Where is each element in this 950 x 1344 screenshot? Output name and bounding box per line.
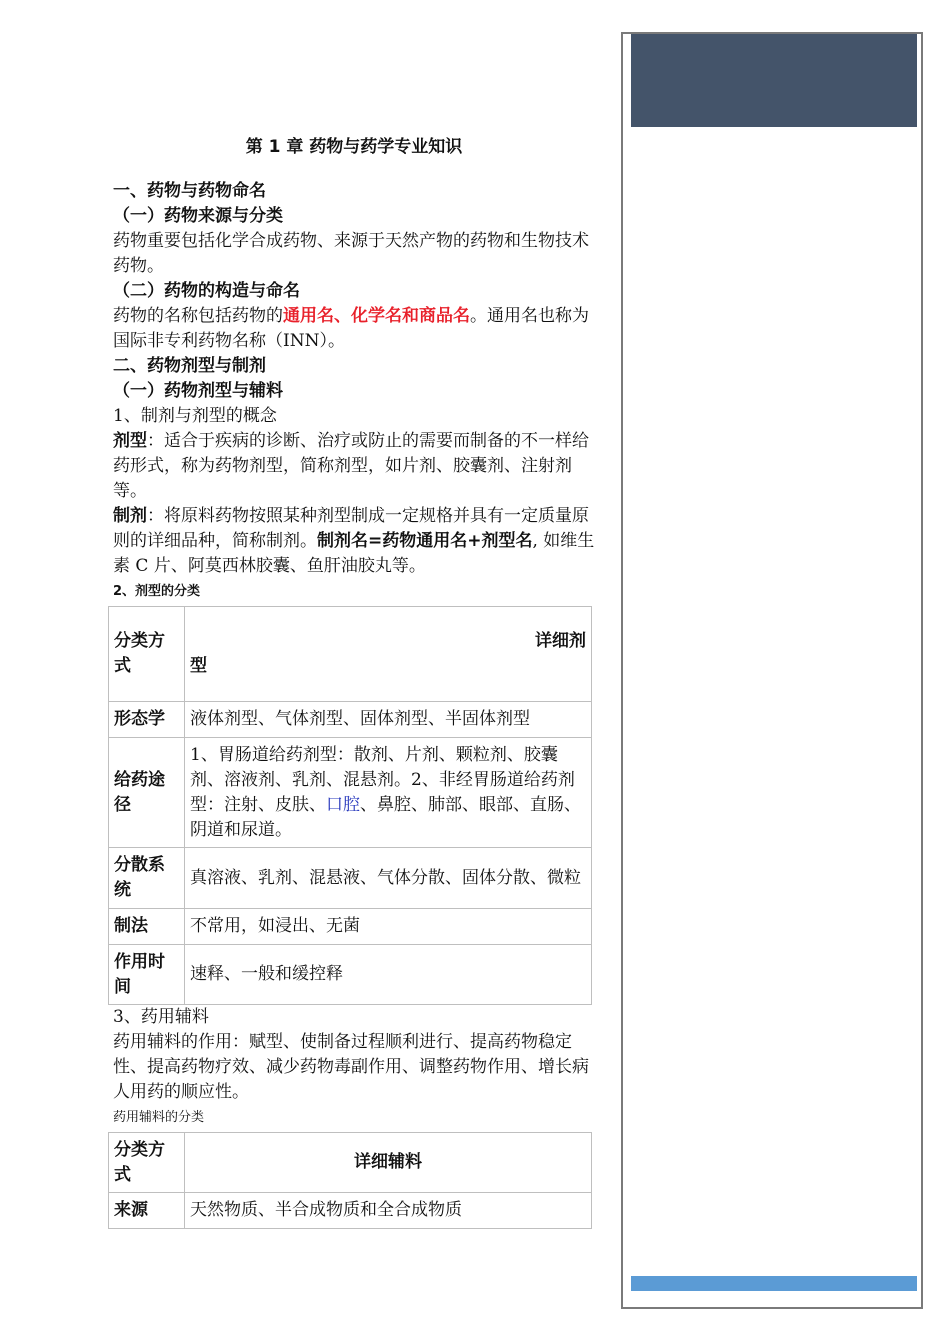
definition-text: , 如维生素 C 片、阿莫西林胶囊、鱼肝油胶丸等。 (113, 531, 595, 576)
paragraph-text: 药物的名称包括药物的 (113, 306, 283, 326)
definition-formula: 制剂名=药物通用名+剂型名 (317, 531, 533, 551)
header-text: 型 (190, 656, 207, 676)
paragraph-excipient-roles: 药用辅料的作用：赋型、使制备过程顺利进行、提高药物稳定性、提高药物疗效、减少药物毒副作用、调整药物作用、增长病人用药的顺应性。 (113, 1032, 589, 1102)
definition-term: 剂型 (113, 431, 147, 451)
table-cell-value: 液体剂型、气体剂型、固体剂型、半固体剂型 (185, 702, 592, 738)
highlight-text: 通用名、化学名和商品名 (283, 306, 470, 326)
sidebar-frame (621, 32, 923, 1309)
item-heading-2: 2、剂型的分类 (113, 584, 201, 599)
table-row (109, 909, 592, 945)
paragraph-drug-sources: 药物重要包括化学合成药物、来源于天然产物的药物和生物技术药物。 (113, 231, 589, 276)
excipient-classification-table (108, 1132, 592, 1229)
table-cell-key: 作用时间 (109, 945, 185, 1005)
item-heading-1: 1、制剂与剂型的概念 (113, 406, 277, 426)
table-cell-key: 给药途径 (109, 738, 185, 848)
table-row (109, 738, 592, 848)
dosage-form-classification-table (108, 606, 592, 1005)
paragraph-text: 。通用名也称为国际非专利药物名称（INN）。 (113, 306, 589, 351)
table-header-cell: 分类方式 (109, 1133, 185, 1193)
header-text: 详细剂 (535, 631, 586, 651)
table-cell-value (185, 738, 592, 848)
table-cell-value: 天然物质、半合成物质和全合成物质 (185, 1193, 592, 1229)
table-cell-key: 制法 (109, 909, 185, 945)
sidebar-footer-bar (631, 1276, 917, 1291)
definition-term: 制剂 (113, 506, 147, 526)
cell-text: 1、胃肠道给药剂型：散剂、片剂、颗粒剂、胶囊剂、溶液剂、乳剂、混悬剂。2、非经胃肠道给药剂型：注射、皮肤、 (190, 744, 575, 815)
table-cell-value: 不常用，如浸出、无菌 (185, 909, 592, 945)
table-row (109, 1193, 592, 1229)
item-heading-3: 3、药用辅料 (113, 1007, 209, 1027)
chapter-title: 第 1 章 药物与药学专业知识 (245, 137, 463, 157)
sidebar-header-block (631, 34, 917, 127)
cell-text: 、鼻腔、肺部、眼部、直肠、阴道和尿道。 (190, 794, 581, 840)
paragraph-drug-names (113, 304, 595, 354)
table-header-cell (185, 607, 592, 702)
table-row (109, 848, 592, 909)
table-cell-key: 形态学 (109, 702, 185, 738)
definition-text: ：将原料药物按照某种剂型制成一定规格并具有一定质量原则的详细品种，简称制剂。 (113, 506, 589, 551)
section-heading-2: 二、药物剂型与制剂 (113, 356, 266, 376)
subsection-heading-1-1: （一）药物来源与分类 (113, 206, 283, 226)
table-header-row (109, 1133, 592, 1193)
cell-link-text: 口腔 (326, 794, 360, 815)
table-cell-key: 来源 (109, 1193, 185, 1229)
table-caption: 药用辅料的分类 (113, 1110, 205, 1125)
table-cell-key: 分散系统 (109, 848, 185, 909)
table-row (109, 702, 592, 738)
section-heading-1: 一、药物与药物命名 (113, 181, 266, 201)
definition-text: ：适合于疾病的诊断、治疗或防止的需要而制备的不一样给药形式，称为药物剂型，简称剂型，如片剂、胶囊剂、注射剂等。 (113, 431, 589, 501)
definition-preparation (113, 504, 595, 579)
document-body (113, 133, 595, 1229)
table-cell-value: 速释、一般和缓控释 (185, 945, 592, 1005)
table-header-cell: 详细辅料 (185, 1133, 592, 1193)
table-cell-value: 真溶液、乳剂、混悬液、气体分散、固体分散、微粒 (185, 848, 592, 909)
definition-dosage-form (113, 429, 595, 504)
table-header-row (109, 607, 592, 702)
table-row (109, 945, 592, 1005)
subsection-heading-2-1: （一）药物剂型与辅料 (113, 381, 283, 401)
subsection-heading-1-2: （二）药物的构造与命名 (113, 281, 300, 301)
table-header-cell: 分类方式 (109, 607, 185, 702)
